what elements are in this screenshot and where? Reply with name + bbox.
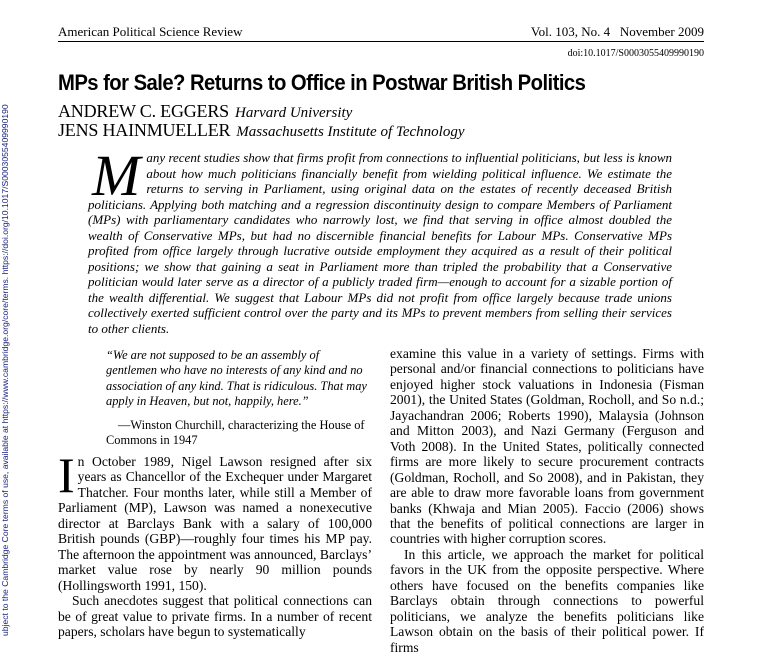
paragraph: In this article, we approach the market for political favors in the UK from the opposite perspective. Where others have focused on the benefits companies like Barclays obtain through connections to powerful politicians, we analyze the benefits politicians like Lawson obtain on the basis of their political power. If firms: [390, 546, 704, 655]
author-1: [58, 101, 352, 122]
author-2: [58, 120, 464, 141]
volume-issue: Vol. 103, No. 4 November 2009: [530, 24, 704, 39]
abstract-text: any recent studies show that firms profit from connections to influential politicians, but less is known about how much politicians financially benefit from wielding political influence. We estimate the returns to serving in Parliament, using original data on the estates of recently deceased British politicians. Applying both matching and a regression discontinuity design to compare Members of Parliament (MPs) with parliamentary candidates who narrowly lost, we find that serving in office almost doubled the wealth of Conservative MPs, but had no discernible financial benefits for Labour MPs. Conservative MPs profited from office largely through lucrative outside employment they acquired as a result of their political positions; we show that gaining a seat in Parliament more than tripled the probability that a Conservative politician would later serve as a director of a publicly traded firm—enough to account for a sizable portion of the wealth differential. We suggest that Labour MPs did not profit from office largely because trade unions collectively exerted sufficient control over the party and its MPs to prevent members from selling their services to other clients.: [88, 150, 672, 337]
author-name: JENS HAINMUELLER: [58, 120, 231, 140]
body-column-left: [58, 447, 372, 639]
paragraph-text: n October 1989, Nigel Lawson resigned after six years as Chancellor of the Exchequer under Margaret Thatcher. Four months later, while still a Member of Parliament (MP), Lawson was named a nonexecutive director at Barclays Bank with a salary of 100,000 British pounds (GBP)—roughly four times his MP pay. The afternoon the appointment was announced, Barclays’ market value rose by nearly 90 million pounds (Hollingsworth 1991, 150).: [58, 454, 372, 593]
author-name: ANDREW C. EGGERS: [58, 101, 229, 121]
paragraph: [58, 447, 372, 593]
author-affiliation: Harvard University: [234, 105, 353, 121]
header-rule: [58, 41, 704, 42]
sidebar-terms-text[interactable]: ubject to the Cambridge Core terms of use, available at https://www.cambridge.org/core/terms. https://doi.org/10.1017/S0003055409990190: [0, 104, 10, 636]
author-affiliation: Massachusetts Institute of Technology: [236, 124, 465, 140]
abstract-dropcap: M: [92, 143, 141, 208]
body-column-right: [390, 346, 704, 655]
paragraph: examine this value in a variety of settings. Firms with personal and/or financial connections to politicians have enjoyed higher stock valuations in Indonesia (Fisman 2001), the United States (Goldman, Rocholl, and So n.d.; Jayachandran 2006; Roberts 1990), Malaysia (Johnson and Mitton 2003), and Nazi Germany (Ferguson and Voth 2008). In the United States, politically connected firms are more likely to secure procurement contracts (Goldman, Rocholl, and So 2008), and in Pakistan, they are able to draw more favorable loans from government banks (Khwaja and Mian 2005). Faccio (2006) shows that the benefits of political connections are larger in countries with higher corruption scores.: [390, 346, 704, 547]
epigraph-quote: “We are not supposed to be an assembly of gentlemen who have no interests of any kind and no association of any kind. That is ridiculous. That may apply in Heaven, but not, happily, here.”: [106, 348, 367, 408]
body-dropcap: I: [58, 447, 75, 503]
journal-name: American Political Science Review: [58, 24, 243, 39]
abstract: [88, 143, 672, 337]
epigraph-attribution: —Winston Churchill, characterizing the House of Commons in 1947: [106, 418, 365, 448]
doi[interactable]: doi:10.1017/S0003055409990190: [567, 48, 704, 59]
paragraph: Such anecdotes suggest that political connections can be of great value to private firms. In a number of recent papers, scholars have begun to systematically: [58, 593, 372, 639]
access-sidebar: [0, 0, 12, 636]
article-title: MPs for Sale? Returns to Office in Postwar British Politics: [58, 70, 586, 95]
